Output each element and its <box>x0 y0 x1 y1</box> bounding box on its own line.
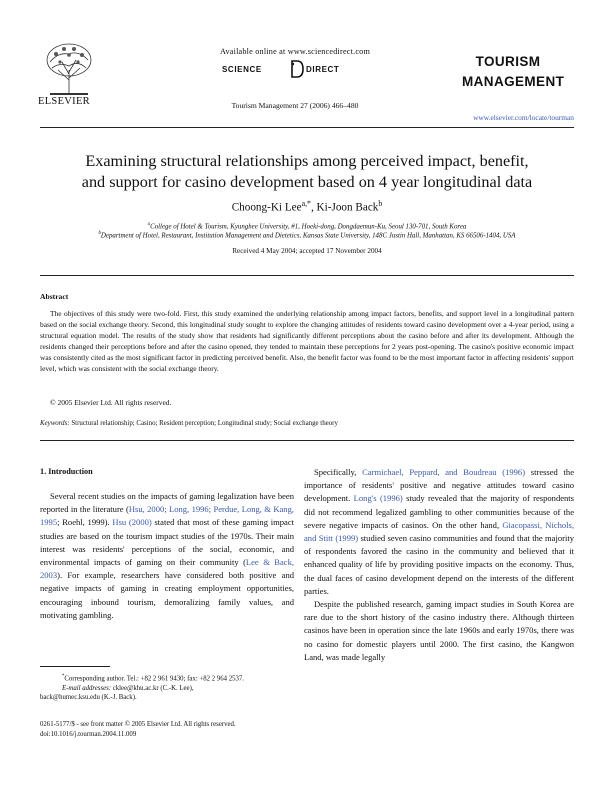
journal-logo-line1: TOURISM <box>475 54 541 69</box>
citation-link[interactable]: Hsu, 2000; Long, 1996; Perdue, Long, & Kang, 1995 <box>40 504 294 528</box>
citation-link[interactable]: Long's (1996) <box>353 493 403 504</box>
section-heading-introduction: 1. Introduction <box>40 467 93 476</box>
journal-logo <box>462 52 565 92</box>
citation-link[interactable]: Lee & Back, 2003 <box>40 557 294 581</box>
author-2: Ki-Joon Back <box>316 201 379 214</box>
issn-line: 0261-5177/$ - see front matter © 2005 Elsevier Ltd. All rights reserved. <box>40 721 236 728</box>
header-divider <box>40 127 574 128</box>
p2-text-b: stressed the importance of residents' positive and negative attitudes toward casino development. <box>304 467 574 504</box>
title-line-2: and support for casino development based on 4 year longitudinal data <box>81 173 533 191</box>
keywords-list: Structural relationship; Casino; Resident perception; Longitudinal study; Social exchange theory <box>71 420 338 427</box>
article-title <box>40 151 574 193</box>
journal-url-link[interactable]: www.elsevier.com/locate/tourman <box>473 113 574 122</box>
abstract-text: The objectives of this study were two-fold. First, this study examined the underlying relationship among impact factors, benefits, and support level in a longitudinal pattern based on the social exchange theory. Second, this longitudinal study sought to explore the changing attitudes of residents toward casino development over a 4-year period, using a structural equation model. The results of the study show that residents had significantly different perceptions about the casino before and after its development. Although the residents changed their perceptions before and after the casino opened, they tended to maintain these perceptions for 2 years post-opening. The casino's positive economic impact was consistently cited as the most significant factor in predicting perceived benefit. Also, the benefit factor was found to be the most important factor in affecting residents' support level, which was consistent with the social exchange theory. <box>40 309 574 373</box>
footnote-line-2 <box>40 684 294 693</box>
citation-link[interactable]: Carmichael, Peppard, and Boudreau (1996) <box>362 467 526 477</box>
footnote-marker: * <box>62 674 65 679</box>
footnote-contact: Corresponding author. Tel.: +82 2 961 9430; fax: +82 2 964 2537. <box>64 675 244 683</box>
paragraph-3: Despite the published research, gaming impact studies in South Korea are rare due to the short history of the casino industry there. Although thirteen casinos have been in operation since the late 1960s and early 1970s, there was no casino for domestic players until 2000. The first casino, the Kangwon Land, was made legally <box>304 599 574 662</box>
abstract-copyright: © 2005 Elsevier Ltd. All rights reserved. <box>50 398 172 407</box>
issn-block <box>40 720 294 740</box>
email-address-1[interactable]: cklee@khu.ac.kr (C.-K. Lee), <box>111 684 194 692</box>
p1-text-a: Several recent studies on the impacts of gaming legalization have been reported in the literature ( <box>40 491 294 515</box>
abstract-heading: Abstract <box>40 292 69 301</box>
affiliation-a-text: College of Hotel & Tourism, Kyunghee University, #1, Hoeki-dong, Dongdaemun-Ku, Seoul 130-701, South Korea <box>150 223 467 231</box>
paragraph-2 <box>304 466 574 598</box>
available-online-text: Available online at www.sciencedirect.com <box>219 47 371 56</box>
author-2-sup[interactable]: b <box>378 199 383 208</box>
p1-text-c: stated that most of these gaming impact studies are based on the tourism impact studies of the 1970s. Their main interest was residents' perceptions of the social, economic, and environmental impacts of gaming on their community ( <box>40 517 294 568</box>
abstract-top-divider <box>40 275 574 276</box>
affiliation-b <box>40 231 574 239</box>
footnote-line-1 <box>40 672 294 684</box>
keywords-label: Keywords: <box>40 420 70 427</box>
left-column <box>40 490 294 622</box>
journal-citation: Tourism Management 27 (2006) 466–480 <box>231 101 359 110</box>
paragraph-1 <box>40 490 294 622</box>
p2-text-d: studied seven casino communities and found that the majority of respondents favored the casino in the community and believed that it enhanced quality of life by providing positive impacts on the economy. Thus, the dual faces of casino development depend on the interests of the different parties. <box>304 533 574 596</box>
p1-text-d: ). For example, researchers have considered both positive and negative impacts of gaming in creating employment opportunities, encouraging inbound tourism, demoralizing family values, and motivating gambling. <box>40 570 294 620</box>
journal-logo-line2: MANAGEMENT <box>462 74 565 89</box>
author-separator: , <box>310 201 317 214</box>
corresponding-author-footnote <box>40 672 294 702</box>
citation-link[interactable]: Hsu (2000) <box>112 517 152 528</box>
affiliation-b-text: Department of Hotel, Restaurant, Institution Management and Dietetics, Kansas State University, 148C Justin Hall, Manhattan, KS 66506-1404, USA <box>100 232 516 240</box>
doi-line[interactable]: doi:10.1016/j.tourman.2004.11.009 <box>40 731 137 738</box>
sd-right-word: DIRECT <box>306 65 340 74</box>
p1-text-b: ; Roehl, 1999). <box>57 517 113 528</box>
title-line-1: Examining structural relationships among perceived impact, benefit, <box>85 152 529 170</box>
author-1-sup[interactable]: a,* <box>301 199 311 208</box>
authors <box>40 199 574 214</box>
right-column <box>304 466 574 664</box>
email-label: E-mail addresses: <box>62 684 112 692</box>
abstract-bottom-divider <box>40 440 574 441</box>
affiliation-b-label: b <box>98 231 101 236</box>
author-1: Choong-Ki Lee <box>231 201 302 214</box>
affiliation-a-label: a <box>147 222 151 227</box>
p2-text-a: Specifically, <box>314 467 363 477</box>
email-address-2[interactable]: back@humec.ksu.edu (K.-J. Back). <box>40 694 137 702</box>
footnote-divider <box>40 666 110 667</box>
affiliation-a <box>40 222 574 230</box>
sciencedirect-logo <box>222 59 368 81</box>
publisher-name: ELSEVIER <box>38 96 90 107</box>
sciencedirect-d-icon <box>289 59 305 79</box>
p2-text-c: study revealed that the majority of respondents did not recommend legalized gambling to other communities because of the severe negative impacts of casinos. On the other hand, <box>304 493 574 530</box>
keywords <box>40 420 574 427</box>
sd-left-word: SCIENCE <box>222 65 262 74</box>
citation-link[interactable]: Giacopassi, Nichols, and Stitt (1999) <box>304 519 575 544</box>
received-dates: Received 4 May 2004; accepted 17 November 2004 <box>232 247 382 255</box>
